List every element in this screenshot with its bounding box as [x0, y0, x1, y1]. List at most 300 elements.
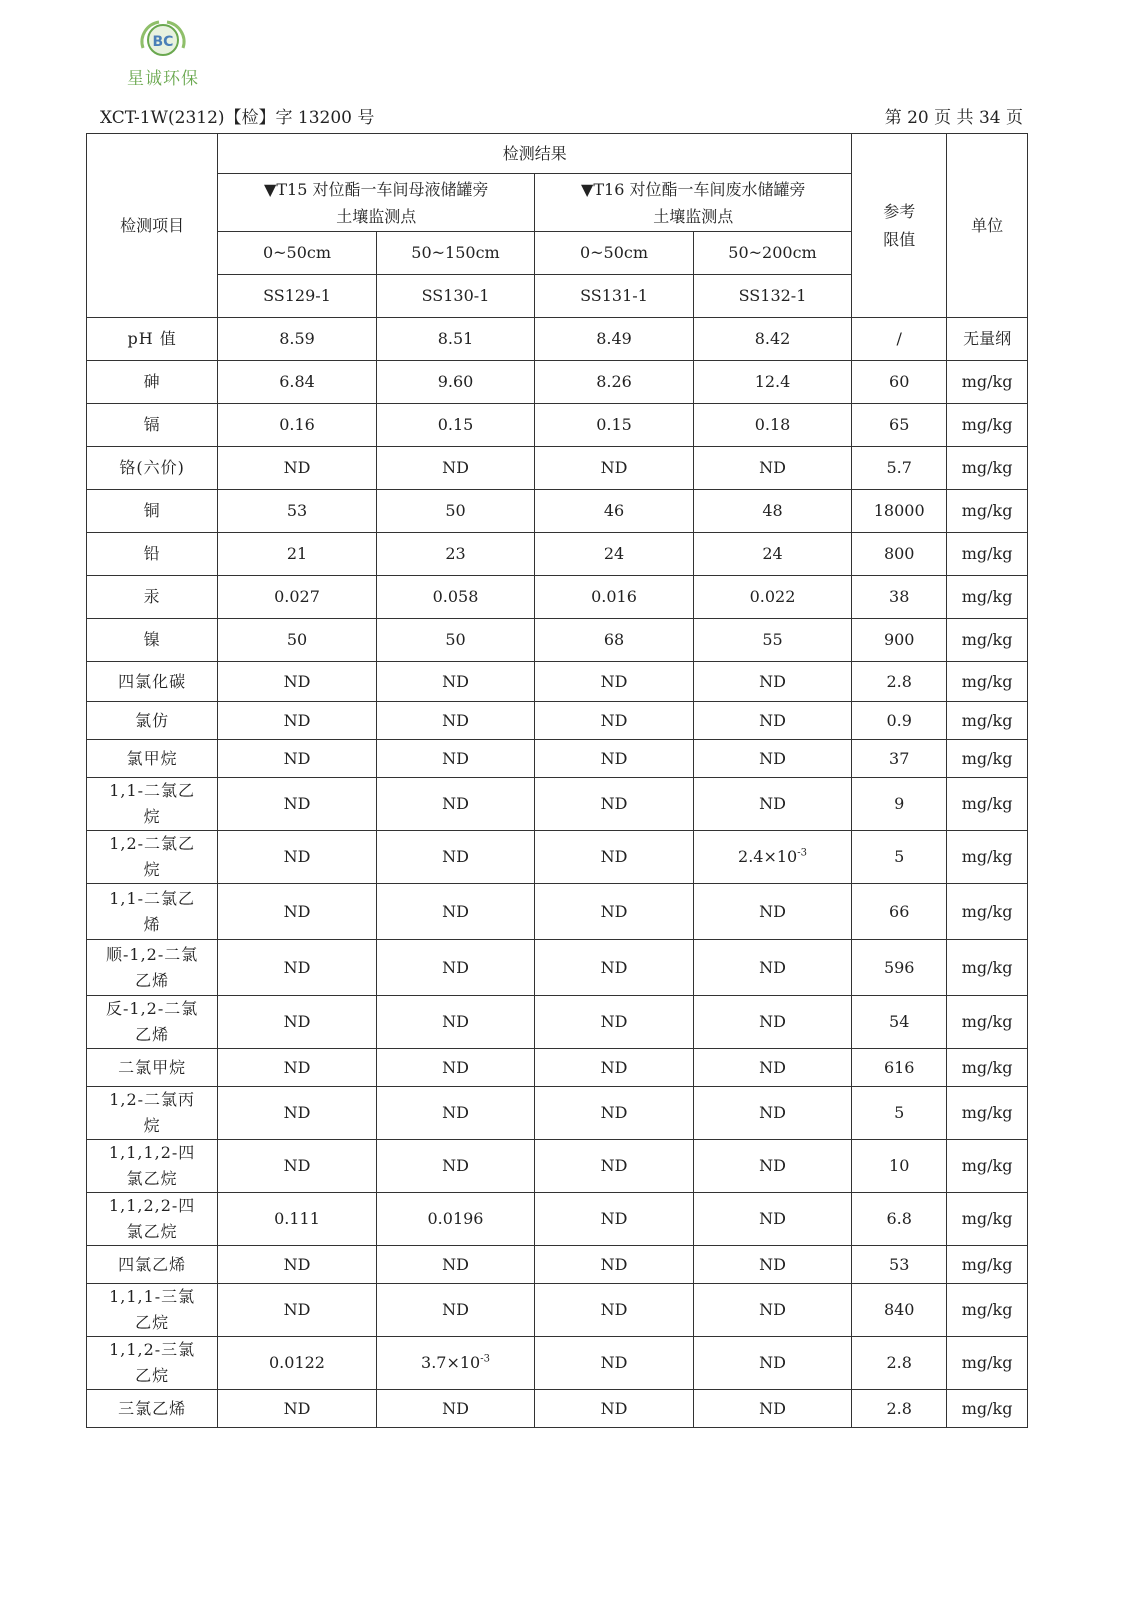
result-value-cell: [376, 740, 535, 778]
result-value-cell: [693, 1193, 852, 1246]
table-row: [87, 740, 1028, 778]
result-value: ND: [759, 1103, 786, 1122]
table-row: [87, 361, 1028, 404]
result-value: 55: [762, 630, 783, 649]
limit-value-cell: 0.9: [852, 702, 947, 740]
result-value-cell: [218, 778, 377, 831]
result-value-cell: [218, 361, 377, 404]
limit-value-cell: 10: [852, 1140, 947, 1193]
result-value: 0.18: [754, 415, 791, 434]
result-value: ND: [600, 1398, 628, 1418]
result-value-cell: [376, 1337, 535, 1390]
result-value-cell: [535, 662, 694, 702]
sample-id-header: SS132-1: [693, 275, 852, 318]
limit-value-cell: 900: [852, 619, 947, 662]
result-value-cell: [535, 1193, 694, 1246]
result-value-cell: [693, 361, 852, 404]
table-row: [87, 1140, 1028, 1193]
report-number: XCT-1W(2312)【检】字 13200 号: [100, 108, 375, 128]
result-value-cell: [535, 831, 694, 884]
result-value-cell: [693, 1337, 852, 1390]
result-value: ND: [283, 1012, 311, 1031]
result-value: ND: [600, 671, 628, 691]
item-name: 1,2-二氯乙烷: [109, 834, 196, 879]
result-value-cell: [535, 702, 694, 740]
result-value-cell: [693, 1284, 852, 1337]
item-name-cell: [87, 361, 218, 404]
result-value-cell: [218, 1140, 377, 1193]
result-value: 24: [603, 544, 625, 563]
result-value: ND: [442, 901, 469, 921]
item-name-cell: [87, 1246, 218, 1284]
result-value-cell: [535, 447, 694, 490]
result-value-cell: [693, 447, 852, 490]
item-name: 铅: [143, 544, 161, 563]
result-value: ND: [442, 458, 469, 477]
result-value: ND: [600, 1012, 628, 1031]
result-value-cell: [376, 1193, 535, 1246]
limit-value-cell: 2.8: [852, 1337, 947, 1390]
item-name: 氯甲烷: [126, 748, 178, 768]
table-row: [87, 1193, 1028, 1246]
page-indicator: 第 20 页 共 34 页: [884, 108, 1023, 128]
item-name: 砷: [143, 372, 161, 391]
table-row: [87, 778, 1028, 831]
limit-value-cell: 800: [852, 533, 947, 576]
item-name-cell: [87, 533, 218, 576]
table-row: [87, 533, 1028, 576]
result-value: ND: [283, 1156, 311, 1175]
result-value-cell: [218, 1390, 377, 1428]
result-value-cell: [218, 662, 377, 702]
result-value-cell: [218, 884, 377, 940]
result-value-cell: [693, 702, 852, 740]
result-value: ND: [759, 1254, 786, 1274]
limit-value-cell: /: [852, 318, 947, 361]
item-name: 1,2-二氯丙烷: [109, 1090, 196, 1135]
unit-cell: mg/kg: [947, 1193, 1028, 1246]
result-value-cell: [693, 662, 852, 702]
unit-cell: mg/kg: [947, 447, 1028, 490]
result-value-cell: [693, 576, 852, 619]
result-value: ND: [759, 671, 786, 691]
item-name: 铜: [143, 501, 161, 520]
result-value: ND: [442, 1398, 469, 1418]
result-value-cell: [218, 740, 377, 778]
unit-cell: mg/kg: [947, 1087, 1028, 1140]
result-value-cell: [693, 490, 852, 533]
result-value-cell: [218, 576, 377, 619]
result-value-cell: [218, 1049, 377, 1087]
result-value: 0.022: [749, 587, 796, 606]
result-value-cell: [693, 619, 852, 662]
result-value: ND: [759, 1012, 786, 1031]
result-value: 0.15: [437, 415, 474, 434]
item-name-cell: [87, 778, 218, 831]
result-value: ND: [759, 957, 786, 977]
result-value: 0.16: [279, 415, 315, 434]
unit-cell: 无量纲: [947, 318, 1028, 361]
result-value: ND: [759, 1398, 786, 1418]
result-value: 0.058: [432, 587, 479, 606]
result-value-cell: [535, 318, 694, 361]
unit-cell: mg/kg: [947, 1284, 1028, 1337]
result-value: ND: [759, 794, 786, 813]
result-value: ND: [442, 957, 469, 977]
unit-cell: mg/kg: [947, 1140, 1028, 1193]
item-name-cell: [87, 1284, 218, 1337]
result-value: 8.42: [754, 329, 791, 348]
item-name-cell: [87, 1337, 218, 1390]
unit-cell: mg/kg: [947, 702, 1028, 740]
table-row: [87, 884, 1028, 940]
result-value: ND: [600, 1156, 628, 1175]
table-row: [87, 1246, 1028, 1284]
result-value: ND: [442, 748, 469, 768]
result-value-cell: [218, 940, 377, 996]
result-value-cell: [693, 1246, 852, 1284]
result-value: 0.016: [591, 587, 637, 606]
result-value: ND: [442, 1012, 469, 1031]
result-value-cell: [693, 533, 852, 576]
item-name: 氯仿: [135, 710, 170, 730]
result-value-cell: [535, 404, 694, 447]
result-value-cell: [376, 318, 535, 361]
result-value: 53: [286, 501, 308, 520]
table-row: [87, 702, 1028, 740]
exponent: -3: [797, 847, 807, 859]
result-value-cell: [376, 1390, 535, 1428]
limit-value-cell: 9: [852, 778, 947, 831]
result-value-cell: [218, 1193, 377, 1246]
result-value-cell: [535, 1087, 694, 1140]
result-value: 0.0122: [269, 1353, 325, 1372]
item-name-cell: [87, 662, 218, 702]
result-value-cell: [218, 996, 377, 1049]
result-value: 23: [445, 544, 466, 563]
result-value-cell: [218, 447, 377, 490]
result-value-cell: [376, 361, 535, 404]
unit-cell: mg/kg: [947, 1246, 1028, 1284]
result-value: ND: [442, 1103, 469, 1122]
unit-header: 单位: [947, 134, 1028, 318]
result-value-cell: [535, 619, 694, 662]
result-value: ND: [442, 1156, 469, 1175]
item-name-cell: [87, 1390, 218, 1428]
unit-cell: mg/kg: [947, 831, 1028, 884]
result-value: 48: [762, 501, 783, 520]
result-value-cell: [218, 490, 377, 533]
result-value: 3.7×10: [421, 1353, 481, 1372]
result-value: ND: [759, 458, 786, 477]
result-value: 24: [762, 544, 783, 563]
result-value-cell: [693, 1049, 852, 1087]
result-value-cell: [376, 533, 535, 576]
item-name: 1,1,2,2-四氯乙烷: [108, 1196, 196, 1241]
result-value: ND: [600, 1103, 628, 1122]
table-row: [87, 318, 1028, 361]
item-name: 反-1,2-二氯乙烯: [105, 999, 199, 1044]
item-name-cell: [87, 490, 218, 533]
table-row: [87, 619, 1028, 662]
table-row: [87, 1337, 1028, 1390]
result-value: ND: [759, 1209, 786, 1228]
result-value: 50: [445, 501, 466, 520]
result-value: 2.4×10: [738, 847, 798, 866]
item-name: 铬(六价): [119, 458, 185, 477]
results-header: 检测结果: [218, 134, 852, 174]
result-value: 12.4: [754, 372, 791, 391]
item-name: 镍: [143, 630, 161, 649]
unit-cell: mg/kg: [947, 533, 1028, 576]
unit-cell: mg/kg: [947, 490, 1028, 533]
item-name: pH 值: [127, 329, 177, 348]
result-value: ND: [442, 1300, 469, 1319]
sample-id-header: SS129-1: [218, 275, 377, 318]
result-value: ND: [600, 847, 628, 866]
logo-emblem-icon: [137, 18, 189, 62]
result-value-cell: [218, 1337, 377, 1390]
unit-cell: mg/kg: [947, 662, 1028, 702]
result-value: ND: [283, 1103, 311, 1122]
result-value: 0.15: [596, 415, 632, 434]
result-value-cell: [535, 1390, 694, 1428]
result-value-cell: [693, 940, 852, 996]
result-value-cell: [376, 1087, 535, 1140]
result-value-cell: [376, 576, 535, 619]
result-value-cell: [693, 1087, 852, 1140]
result-value: ND: [600, 1300, 628, 1319]
item-name-cell: [87, 318, 218, 361]
result-value: ND: [283, 1398, 311, 1418]
result-value: ND: [283, 957, 311, 977]
item-header: 检测项目: [87, 134, 218, 318]
table-row: [87, 996, 1028, 1049]
soil-test-results-table: [86, 133, 1028, 1428]
item-name: 1,1,1,2-四氯乙烷: [108, 1143, 196, 1188]
table-row: [87, 1087, 1028, 1140]
table-row: [87, 831, 1028, 884]
result-value: ND: [759, 1300, 786, 1319]
limit-value-cell: 2.8: [852, 1390, 947, 1428]
unit-cell: mg/kg: [947, 1390, 1028, 1428]
result-value-cell: [218, 702, 377, 740]
limit-value-cell: 60: [852, 361, 947, 404]
result-value: 50: [286, 630, 308, 649]
result-value: 0.111: [274, 1209, 320, 1228]
unit-cell: mg/kg: [947, 361, 1028, 404]
result-value: 0.027: [274, 587, 320, 606]
result-value: ND: [600, 1254, 628, 1274]
sample-id-header: SS130-1: [376, 275, 535, 318]
result-value-cell: [535, 1140, 694, 1193]
result-value-cell: [535, 1246, 694, 1284]
result-value: ND: [600, 458, 628, 477]
result-value-cell: [535, 361, 694, 404]
result-value-cell: [376, 1049, 535, 1087]
result-value: ND: [442, 847, 469, 866]
item-name-cell: [87, 576, 218, 619]
result-value: ND: [600, 748, 628, 768]
item-name: 四氯化碳: [118, 671, 187, 691]
limit-value-cell: 54: [852, 996, 947, 1049]
result-value-cell: [218, 533, 377, 576]
result-value-cell: [535, 996, 694, 1049]
point-t15-header: ▼T15 对位酯一车间母液储罐旁土壤监测点: [218, 174, 535, 232]
result-value-cell: [218, 1246, 377, 1284]
result-value-cell: [376, 1284, 535, 1337]
item-name-cell: [87, 1049, 218, 1087]
depth-header: 50~150cm: [376, 232, 535, 275]
result-value-cell: [693, 1390, 852, 1428]
item-name: 汞: [143, 587, 161, 606]
result-value-cell: [218, 831, 377, 884]
item-name-cell: [87, 884, 218, 940]
item-name: 三氯乙烯: [118, 1398, 187, 1418]
limit-value-cell: 5: [852, 1087, 947, 1140]
item-name: 二氯甲烷: [118, 1057, 187, 1077]
point-t16-header: ▼T16 对位酯一车间废水储罐旁土壤监测点: [535, 174, 852, 232]
unit-cell: mg/kg: [947, 1049, 1028, 1087]
result-value: ND: [283, 794, 311, 813]
result-value: 8.51: [437, 329, 474, 348]
result-value-cell: [376, 1140, 535, 1193]
result-value-cell: [376, 940, 535, 996]
result-value-cell: [218, 619, 377, 662]
item-name-cell: [87, 996, 218, 1049]
company-name: 星诚环保: [127, 69, 199, 89]
result-value-cell: [218, 1087, 377, 1140]
table-row: [87, 404, 1028, 447]
table-row: [87, 1390, 1028, 1428]
result-value-cell: [693, 884, 852, 940]
result-value: 8.49: [596, 329, 632, 348]
limit-value-cell: 596: [852, 940, 947, 996]
unit-cell: mg/kg: [947, 404, 1028, 447]
result-value: ND: [283, 671, 311, 691]
unit-cell: mg/kg: [947, 576, 1028, 619]
result-value-cell: [218, 318, 377, 361]
result-value-cell: [376, 1246, 535, 1284]
result-value-cell: [376, 996, 535, 1049]
limit-value-cell: 5: [852, 831, 947, 884]
limit-value-cell: 18000: [852, 490, 947, 533]
company-logo: [108, 18, 218, 98]
result-value: 46: [603, 501, 625, 520]
limit-value-cell: 616: [852, 1049, 947, 1087]
unit-cell: mg/kg: [947, 1337, 1028, 1390]
item-name-cell: [87, 702, 218, 740]
result-value: 6.84: [279, 372, 315, 391]
limit-value-cell: 2.8: [852, 662, 947, 702]
result-value-cell: [535, 740, 694, 778]
unit-cell: mg/kg: [947, 740, 1028, 778]
result-value: ND: [283, 710, 311, 730]
depth-header: 50~200cm: [693, 232, 852, 275]
result-value: 50: [445, 630, 466, 649]
sample-id-header: SS131-1: [535, 275, 694, 318]
result-value: 8.59: [279, 329, 315, 348]
result-value-cell: [535, 884, 694, 940]
result-value: ND: [442, 710, 469, 730]
result-value: ND: [759, 1057, 786, 1077]
result-value: ND: [283, 901, 311, 921]
result-value-cell: [535, 1337, 694, 1390]
item-name-cell: [87, 619, 218, 662]
result-value: ND: [600, 957, 628, 977]
result-value: ND: [600, 794, 628, 813]
page-header: [100, 103, 1023, 129]
item-name: 四氯乙烯: [118, 1254, 187, 1274]
item-name: 1,1,2-三氯乙烷: [109, 1340, 196, 1385]
result-value-cell: [693, 996, 852, 1049]
item-name-cell: [87, 1087, 218, 1140]
limit-value-cell: 6.8: [852, 1193, 947, 1246]
item-name-cell: [87, 940, 218, 996]
item-name-cell: [87, 1140, 218, 1193]
result-value: ND: [600, 710, 628, 730]
result-value-cell: [535, 1284, 694, 1337]
result-value: ND: [442, 1254, 469, 1274]
result-value: ND: [283, 748, 311, 768]
result-value: ND: [600, 901, 628, 921]
result-value-cell: [376, 884, 535, 940]
result-value: ND: [283, 1057, 311, 1077]
result-value: ND: [442, 1057, 469, 1077]
result-value-cell: [535, 940, 694, 996]
unit-cell: mg/kg: [947, 940, 1028, 996]
result-value-cell: [218, 404, 377, 447]
result-value: ND: [442, 671, 469, 691]
result-value: ND: [759, 710, 786, 730]
item-name: 镉: [143, 415, 161, 434]
result-value: ND: [283, 847, 311, 866]
unit-cell: mg/kg: [947, 884, 1028, 940]
item-name: 1,1-二氯乙烷: [109, 781, 196, 826]
result-value: 9.60: [437, 372, 474, 391]
result-value: ND: [759, 748, 786, 768]
result-value-cell: [693, 831, 852, 884]
item-name: 顺-1,2-二氯乙烯: [105, 944, 199, 990]
table-row: [87, 940, 1028, 996]
table-row: [87, 1049, 1028, 1087]
table-row: [87, 1284, 1028, 1337]
result-value-cell: [535, 1049, 694, 1087]
result-value-cell: [535, 576, 694, 619]
result-value: ND: [759, 901, 786, 921]
limit-value-cell: 65: [852, 404, 947, 447]
result-value: ND: [283, 458, 311, 477]
item-name: 1,1-二氯乙烯: [109, 888, 196, 934]
result-value: ND: [600, 1057, 628, 1077]
unit-cell: mg/kg: [947, 619, 1028, 662]
limit-value-cell: 53: [852, 1246, 947, 1284]
item-name-cell: [87, 740, 218, 778]
result-value-cell: [376, 404, 535, 447]
result-value: ND: [283, 1300, 311, 1319]
limit-value-cell: 66: [852, 884, 947, 940]
table-row: [87, 576, 1028, 619]
item-name-cell: [87, 831, 218, 884]
unit-cell: mg/kg: [947, 778, 1028, 831]
result-value: 68: [603, 630, 625, 649]
table-row: [87, 662, 1028, 702]
result-value-cell: [693, 1140, 852, 1193]
result-value-cell: [535, 778, 694, 831]
result-value: 0.0196: [427, 1209, 484, 1228]
result-value-cell: [535, 533, 694, 576]
result-value-cell: [535, 490, 694, 533]
